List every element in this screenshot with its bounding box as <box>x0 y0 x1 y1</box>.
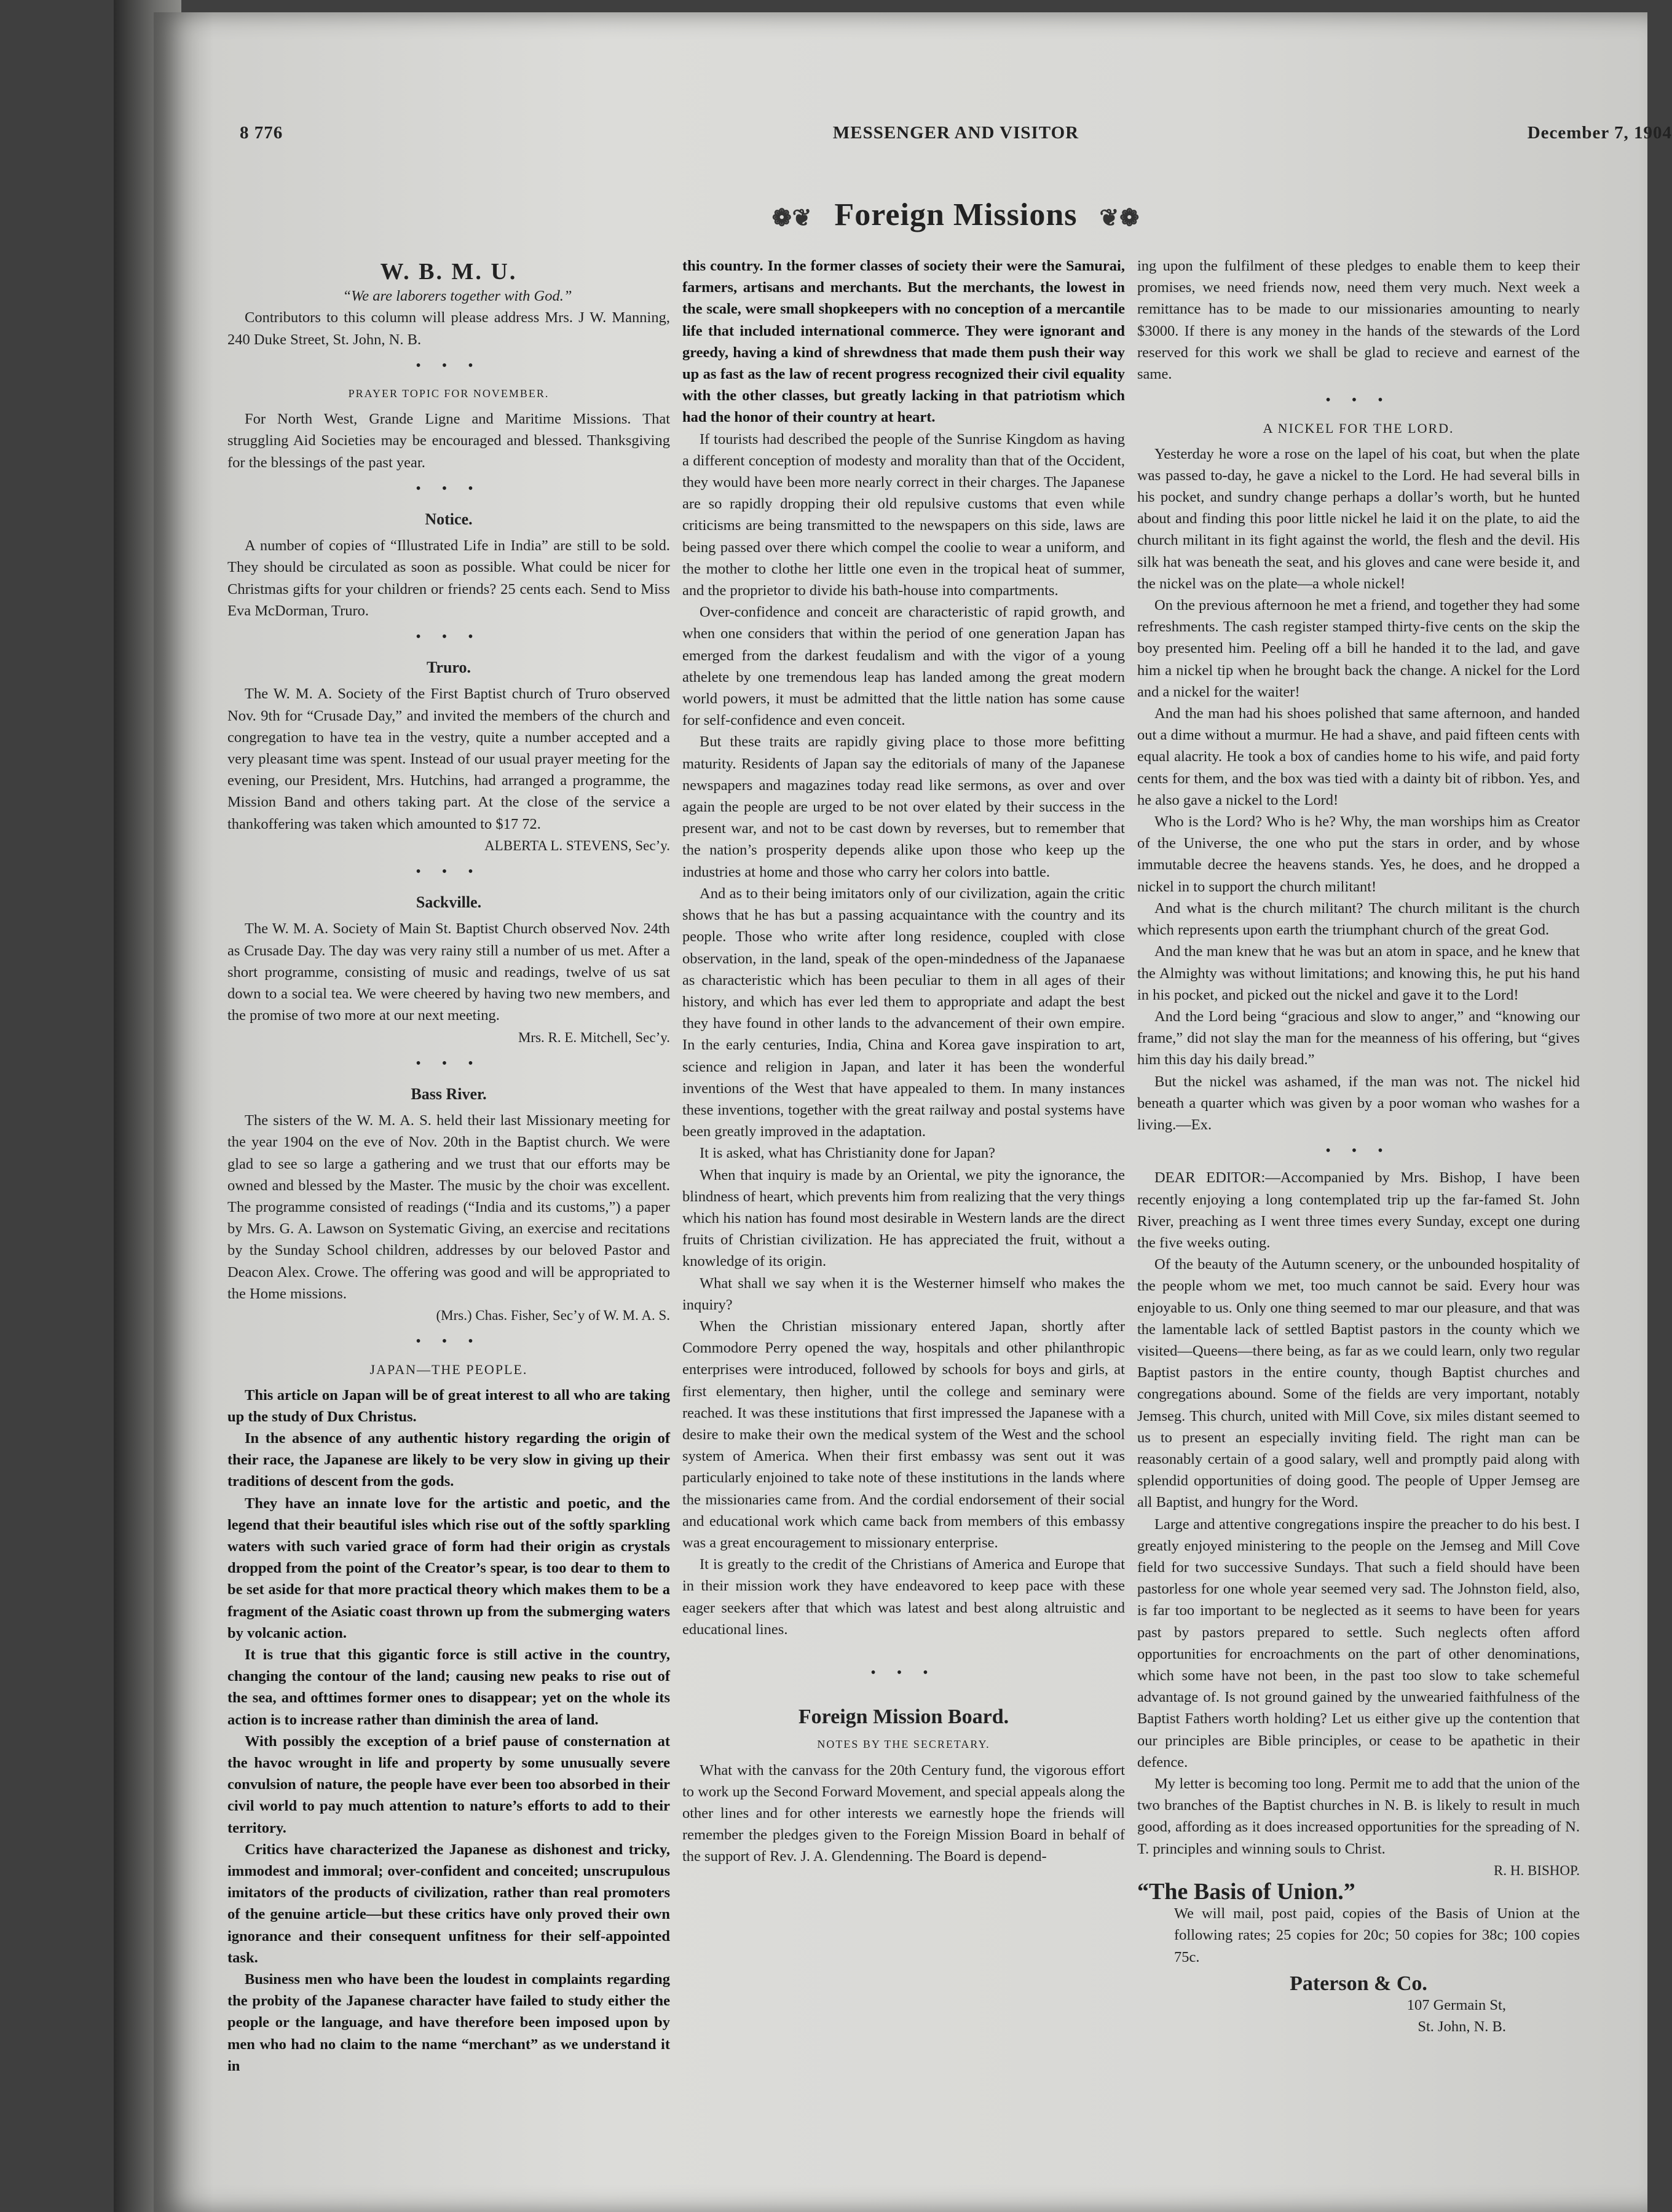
issue-date: December 7, 1904 <box>1527 123 1672 143</box>
dot-separator: • • • <box>416 864 482 880</box>
prayer-topic-heading: PRAYER TOPIC FOR NOVEMBER. <box>348 387 550 400</box>
dot-separator: • • • <box>416 480 482 497</box>
page-number: 8 776 <box>240 123 283 143</box>
contributors-note: Contributors to this column will please address Mrs. J W. Manning, 240 Duke Street, St. John, N. B. <box>227 309 670 348</box>
section-title <box>240 197 1672 233</box>
publisher-city: St. John, N. B. <box>1418 2018 1506 2036</box>
dot-separator: • • • <box>870 1665 937 1681</box>
nickel-paragraph: And the man had his shoes polished that same afternoon, and handed out a dime without a murmur. He had a shave, and paid fifteen cents with equal alacrity. He took a box of candies home to his wife, and paid forty cents for them, and the box was tied with a dainty bit of ribbon. Yes, and he also gave a nickel to the Lord! <box>1137 705 1580 808</box>
article-paragraph: It is asked, what has Christianity done for Japan? <box>700 1145 996 1162</box>
dot-separator: • • • <box>416 1055 482 1072</box>
nickel-paragraph: On the previous afternoon he met a friend, and together they had some refreshments. The cash register stamped thirty-five cents on the skip the boy presented him. Peeling off a bill he handed it to the lad, and gave him a nickel tip when he brought back the change. A nickel for the Lord and a nickel for the waiter! <box>1137 597 1580 700</box>
bass-river-signature: (Mrs.) Chas. Fisher, Sec’y of W. M. A. S. <box>436 1307 670 1323</box>
japan-paragraph: In the absence of any authentic history regarding the origin of their race, the Japanese are likely to be very slow in giving up their traditions of descent from the gods. <box>227 1429 670 1490</box>
board-heading: Foreign Mission Board. <box>798 1705 1009 1729</box>
column-2 <box>682 255 1125 1868</box>
sackville-signature: Mrs. R. E. Mitchell, Sec’y. <box>518 1029 670 1045</box>
wbmu-motto: “We are laborers together with God.” <box>342 288 572 305</box>
japan-paragraph: This article on Japan will be of great interest to all who are taking up the study of Dux Christus. <box>227 1386 670 1425</box>
fleuron-icon: ❁❦ <box>771 205 813 231</box>
nickel-paragraph: And the Lord being “gracious and slow to anger,” and “knowing our frame,” did not slay the man for the meanness of his offering, but “gives him this day his daily bread.” <box>1137 1008 1580 1068</box>
article-paragraph: When that inquiry is made by an Oriental, we pity the ignorance, the blindness of heart, which prevents him from realizing that the very things which his nation has found most desirable in Western lands are the direct fruits of Christian civilization. He has appreciated the fruit, without a knowledge of its origin. <box>682 1166 1125 1270</box>
dot-separator: • • • <box>1325 1143 1392 1159</box>
nickel-paragraph: But the nickel was ashamed, if the man was not. The nickel hid beneath a quarter which was given by a poor woman who washes for a living.—Ex. <box>1137 1073 1580 1133</box>
notice-heading: Notice. <box>425 510 473 529</box>
truro-heading: Truro. <box>427 658 471 677</box>
publication-title: MESSENGER AND VISITOR <box>832 123 1079 143</box>
letter-paragraph: DEAR EDITOR:—Accompanied by Mrs. Bishop, I have been recently enjoying a long contemplated trip up the far-famed St. John River, preaching as I went three times every Sunday, except one during the five weeks outing. <box>1137 1169 1580 1251</box>
japan-paragraph: Business men who have been the loudest in complaints regarding the probity of the Japanese character have failed to study either the people or the language, and have therefore been imposed upon by men who had no claim to the name “merchant” as we understand it in <box>227 1971 670 2074</box>
prayer-topic-text: For North West, Grande Ligne and Maritime Missions. That struggling Aid Societies may be encouraged and blessed. Thanksgiving for the blessings of the past year. <box>227 411 670 471</box>
nickel-paragraph: Who is the Lord? Who is he? Why, the man worships him as Creator of the Universe, the one who put the stars in order, and by whose immutable decree the heavens stands. Yes, he does, and he dropped a nickel in to support the church militant! <box>1137 813 1580 895</box>
truro-signature: ALBERTA L. STEVENS, Sec’y. <box>484 837 670 853</box>
nickel-paragraph: And what is the church militant? The church militant is the church which represents upon earth the triumphant church of the great God. <box>1137 899 1580 939</box>
basis-of-union-title: “The Basis of Union.” <box>1137 1879 1355 1905</box>
basis-of-union-text: We will mail, post paid, copies of the Basis of Union at the following rates; 25 copies for 20c; 50 copies for 38c; 100 copies 75c. <box>1174 1905 1580 1965</box>
article-paragraph: If tourists had described the people of the Sunrise Kingdom as having a different conception of modesty and morality than that of the Occident, they would have been more nearly correct in their charges. The Japanese are so rapidly dropping their old repulsive customs that even while criticisms are being transmitted to the newspapers on this side, laws are being passed over there which compel the coolie to wear a uniform, and the mother to clothe her little one even in the tropical heat of summer, and the proprietor to divide his bath-house into compartments. <box>682 430 1125 599</box>
publisher-street: 107 Germain St, <box>1406 1997 1506 2014</box>
article-paragraph: It is greatly to the credit of the Christians of America and Europe that in their mission work they have endeavored to keep pace with these eager seekers after that which was latest and best along altruistic and educational lines. <box>682 1556 1125 1638</box>
notice-text: A number of copies of “Illustrated Life in India” are still to be sold. They should be circulated as soon as possible. What could be nicer for Christmas gifts for your children or friends? 25 cents each. Send to Miss Eva McDorman, Truro. <box>227 537 670 619</box>
sackville-heading: Sackville. <box>416 893 482 912</box>
sackville-text: The W. M. A. Society of Main St. Baptist Church observed Nov. 24th as Crusade Day. The day was very rainy still a number of us met. After a short programme, consisting of music and readings, twelve of us sat down to a social tea. We were cheered by having two new members, and the promise of two more at our next meeting. <box>227 920 670 1024</box>
publisher-name: Paterson & Co. <box>1290 1972 1427 1995</box>
article-paragraph: What shall we say when it is the Westerner himself who makes the inquiry? <box>682 1274 1125 1313</box>
section-title-text: Foreign Missions <box>834 197 1078 232</box>
japan-paragraph: It is true that this gigantic force is still active in the country, changing the contour of the land; causing new peaks to rise out of the sea, and ofttimes former ones to disappear; yet on the whole its action is to increase rather than diminish the area of land. <box>227 1646 670 1728</box>
nickel-paragraph: And the man knew that he was but an atom in space, and he knew that the Almighty was without limitations; and knowing this, he put his hand in his pocket, and picked out the nickel and gave it to the Lord! <box>1137 943 1580 1003</box>
article-paragraph: And as to their being imitators only of our civilization, again the critic shows that he has but a passing acquaintance with the country and its people. Those who write after long residence, coupled with close observation, in the land, speak of the open-mindedness of the Japanaese as characteristic which has been peculiar to them in all ages of their history, and which has ever led them to appropriate and adapt the best they have found in other lands to the advancement of their own empire. In the early centuries, India, China and Korea gave inspiration to art, science and religion in Japan, and later it has been the wonderful inventions of the West that have appealed to them. In many instances these inventions, together with the great railway and postal systems have been greatly improved in the adaptation. <box>682 885 1125 1140</box>
dot-separator: • • • <box>416 1333 482 1350</box>
japan-paragraph: Critics have characterized the Japanese as dishonest and tricky, immodest and immoral; over-confident and conceited; unscrupulous imitators of the products of civilization, rather than real promoters of the genuine article—but these critics have only proved their own ignorance and their consequent unfitness for their self-appointed task. <box>227 1841 670 1966</box>
fleuron-icon: ❦❁ <box>1099 205 1140 231</box>
nickel-paragraph: Yesterday he wore a rose on the lapel of his coat, but when the plate was passed to-day, he gave a nickel to the Lord. He had several bills in his pocket, and sundry change perhaps a dollar’s worth, but he hunted about and finding this poor little nickel he laid it on the plate, to aid the church militant in its fight against the world, the flesh and the devil. His silk hat was beneath the seat, and his gloves and cane were beside it, and the nickel was on the plate—a whole nickel! <box>1137 445 1580 592</box>
letter-signature: R. H. BISHOP. <box>1494 1862 1580 1878</box>
article-paragraph: But these traits are rapidly giving place to those more befitting maturity. Residents of Japan say the editorials of many of the Japanese newspapers and magazines today read like sermons, as over and over again the people are urged to be not over elated by their success in the present war, and not to be cast down by reverses, but to remember that the nation’s prosperity depends alike upon those who keep up the industries at home and those who carry her colors into battle. <box>682 733 1125 880</box>
bass-river-heading: Bass River. <box>411 1084 487 1103</box>
dot-separator: • • • <box>416 357 482 374</box>
japan-paragraph: They have an innate love for the artistic and poetic, and the legend that their beautiful isles which rise out of the softly sparkling waters with such varied grace of form had their origin as crystals dropped from the point of the Creator’s spear, is too dear to them to be set aside for that more practical theory which makes them to be a fragment of the Asiatic coast thrown up from the submerging waters by volcanic action. <box>227 1495 670 1641</box>
board-paragraph: What with the canvass for the 20th Century fund, the vigorous effort to work up the Second Forward Movement, and special appeals along the other lines and for other interests we earnestly hope the friends will remember the pledges given to the Foreign Mission Board in behalf of the support of Rev. J. A. Glendenning. The Board is depend- <box>682 1761 1125 1865</box>
dot-separator: • • • <box>416 629 482 646</box>
page-header <box>240 123 1672 160</box>
bass-river-text: The sisters of the W. M. A. S. held their last Missionary meeting for the year 1904 on the eve of Nov. 20th in the Baptist church. We were glad to see so large a gathering and we trust that our efforts may be owned and blessed by the Master. The music by the choir was excellent. The programme consisted of readings (“India and its customs,”) a paper by Mrs. G. A. Lawson on Systematic Giving, an exercise and recitations by the Sunday School children, addresses by our beloved Pastor and Deacon Alex. Crowe. The offering was good and will be appropriated to the Home missions. <box>227 1112 670 1302</box>
wbmu-heading: W. B. M. U. <box>380 259 518 285</box>
japan-heading: JAPAN—THE PEOPLE. <box>369 1362 528 1378</box>
letter-paragraph: Large and attentive congregations inspire the preacher to do his best. I greatly enjoyed ministering to the people on the Jemseg and Mill Cove field for two successive Sundays. That such a field should have been pastorless for one whole year seemed very sad. The Johnston field, also, is far too important to be neglected as it seems to have been for years past by pastors prepared to settle. Such neglects often afford opportunities for encroachments on the part of other denominations, which some have not been, in the past too slow to take schemeful advantage of. Is not ground gained by the unwearied faithfulness of the Baptist Fathers worth holding? Let us either give up the contention that our principles are Bible principles, or cease to be apathetic in their defence. <box>1137 1515 1580 1771</box>
letter-paragraph: Of the beauty of the Autumn scenery, or the unbounded hospitality of the people whom we met, too much cannot be said. Every hour was enjoyable to us. Only one thing seemed to mar our pleasure, and that was the lamentable lack of settled Baptist pastors in the county which we visited—Queens—there being, as far as we could learn, only two regular Baptist pastors in the entire county, though Baptist churches and congregations abound. Some of the fields are very important, notably Jemseg. This church, united with Mill Cove, six miles distant seemed to us to present an especially inviting field. The right man can be reasonably certain of a good salary, well and promptly paid along with splendid opportunities of doing good. The people of Upper Jemseg are all Baptist, and hungry for the Word. <box>1137 1256 1580 1511</box>
board-subheading: NOTES BY THE SECRETARY. <box>817 1738 990 1751</box>
article-paragraph: When the Christian missionary entered Japan, shortly after Commodore Perry opened the way, hospitals and other philanthropic enterprises were introduced, followed by schools for boys and girls, at first elementary, then higher, until the college and seminary were reached. It was these institutions that first impressed the Japanese with a desire to make their own the medical system of the West and the school system of America. When their first embassy was sent out it was particularly enjoined to take note of these institutions in the lands where the missionaries came from. And the cordial endorsement of their social and educational work which came back from members of this embassy was a great encouragement to missionary enterprise. <box>682 1317 1125 1551</box>
board-continued: ing upon the fulfilment of these pledges to enable them to keep their promises, we need friends now, need them very much. Next week a remittance has to be made to our missionaries amounting to nearly $3000. If there is any money in the hands of the stewards of the Lord reserved for this work we shall be glad to recieve and earnest of the same. <box>1137 258 1580 383</box>
truro-text: The W. M. A. Society of the First Baptist church of Truro observed Nov. 9th for “Crusade Day,” and invited the members of the church and congregation to have tea in the vestry, quite a number accepted and a very pleasant time was spent. Instead of our usual prayer meeting for the evening, our President, Mrs. Hutchins, had arranged a programme, the Mission Band and others taking part. At the close of the service a thankoffering was taken which amounted to $17 72. <box>227 685 670 832</box>
column-3 <box>1137 255 1580 2037</box>
letter-paragraph: My letter is becoming too long. Permit me to add that the union of the two branches of the Baptist churches in N. B. is likely to result in much good, affording as it does increased opportunities for the spreading of N. T. principles and winning souls to Christ. <box>1137 1776 1580 1857</box>
column-1 <box>227 255 670 2077</box>
nickel-heading: A NICKEL FOR THE LORD. <box>1263 421 1454 436</box>
article-paragraph: Over-confidence and conceit are characteristic of rapid growth, and when one considers that within the period of one generation Japan has emerged from the darkest feudalism and with the vigor of a young athelete by one tremendous leap has landed among the great modern world powers, it must be admitted that the little nation has some cause for self-confidence and even conceit. <box>682 604 1125 729</box>
dot-separator: • • • <box>1325 392 1392 409</box>
japan-paragraph: With possibly the exception of a brief pause of consternation at the havoc wrought in life and property by some unusually severe convulsion of nature, the people have ever been too absorbed in their civil world to pay much attention to nature’s efforts to add to their territory. <box>227 1732 670 1836</box>
japan-continued: this country. In the former classes of society their were the Samurai, farmers, artisans and merchants. But the merchants, the lowest in the scale, were small shopkeepers with no conception of a mercantile life that included international commerce. They were ignorant and greedy, having a kind of shrewdness that made them push their way up as fast as the law of recent progress recognized their civil equality with the other classes, but greatly lacking in that patriotism which had the honor of their country at heart. <box>682 258 1125 426</box>
newspaper-page <box>154 12 1672 2212</box>
